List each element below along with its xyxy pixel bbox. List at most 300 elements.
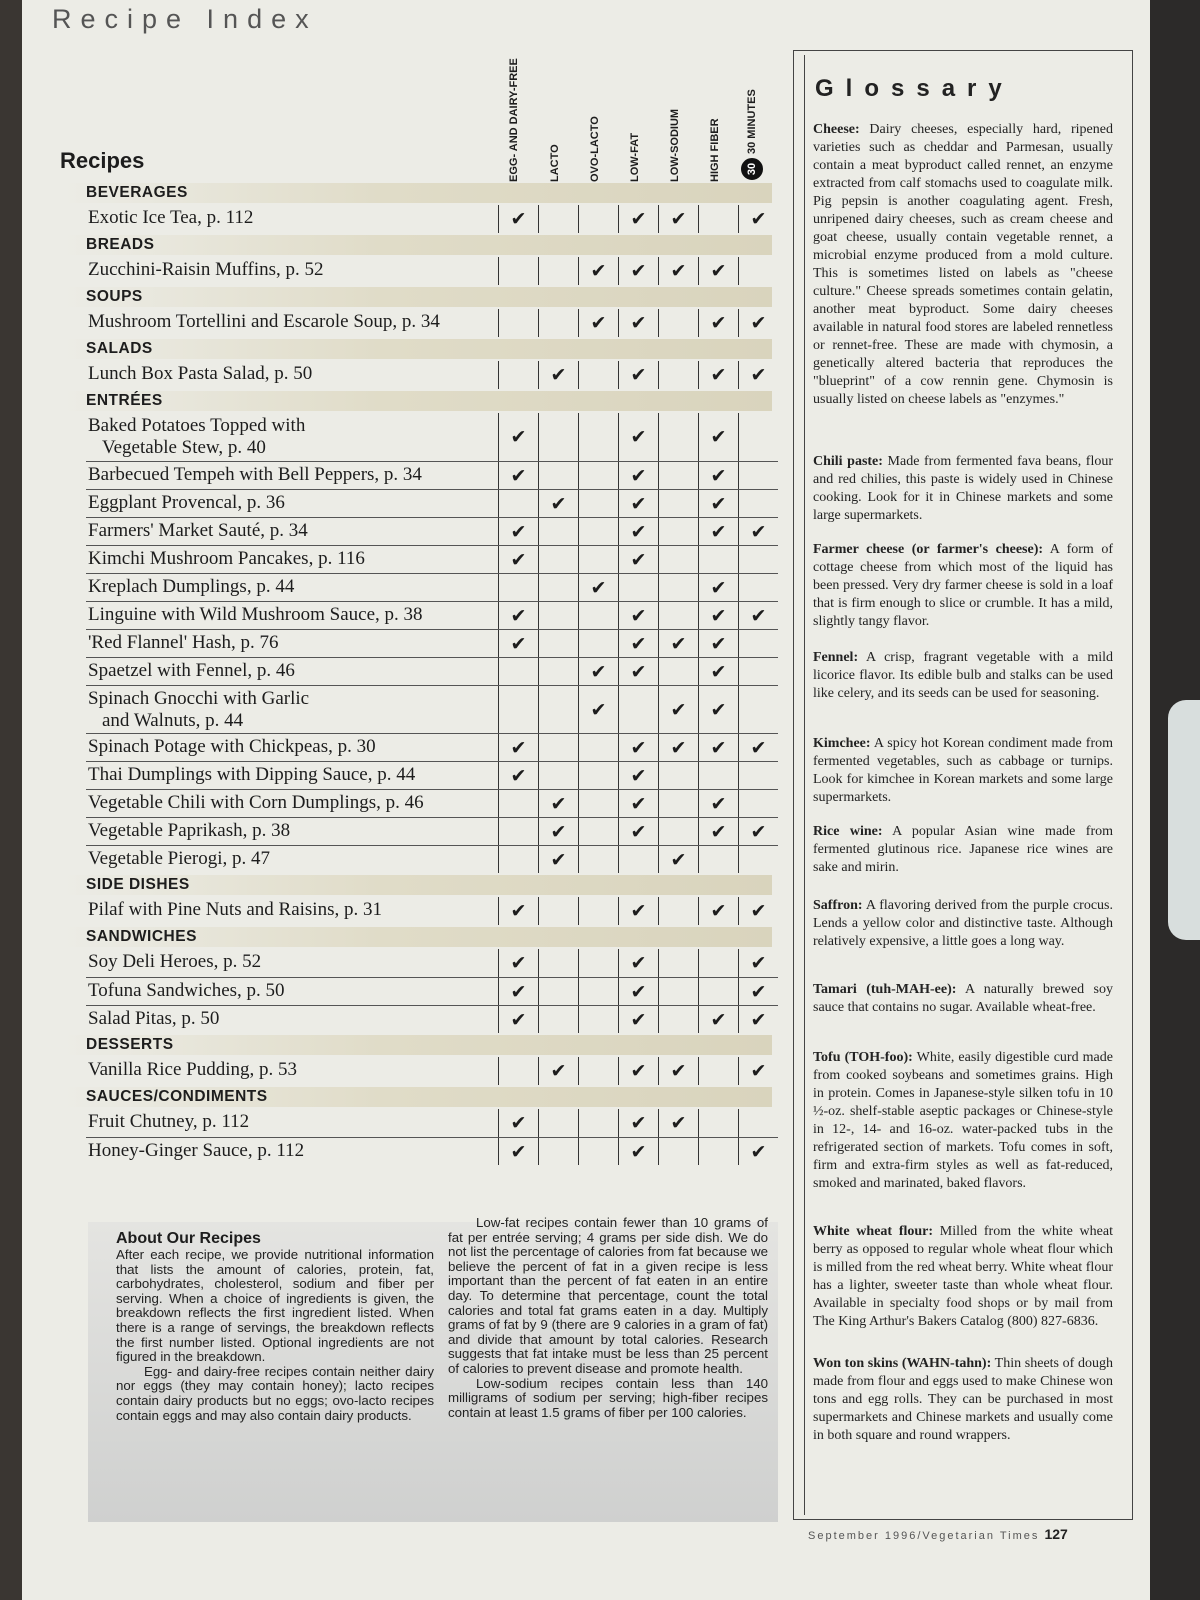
check-cell	[618, 309, 658, 337]
check-cell	[578, 846, 618, 873]
recipe-name	[88, 951, 261, 973]
check-icon: ✔	[710, 260, 727, 282]
glossary-entry	[813, 453, 1113, 525]
recipe-name-line: Thai Dumplings with Dipping Sauce, p. 44	[88, 764, 416, 785]
about-column-left	[116, 1248, 434, 1423]
category-header: SOUPS	[62, 287, 772, 307]
recipe-name-line: Barbecued Tempeh with Bell Peppers, p. 34	[88, 464, 422, 485]
check-cell	[618, 658, 658, 685]
check-cell	[538, 734, 578, 761]
check-cell	[498, 1138, 538, 1165]
check-cell	[498, 462, 538, 489]
check-cell	[498, 630, 538, 657]
category-header: SANDWICHES	[62, 927, 772, 947]
table-row	[86, 517, 778, 545]
check-cell	[618, 1006, 658, 1033]
check-icon: ✔	[630, 821, 647, 843]
glossary-entry	[813, 541, 1113, 631]
check-cell	[658, 897, 698, 925]
table-row	[86, 257, 778, 285]
check-cell	[698, 818, 738, 845]
glossary-definition: A flavoring derived from the purple crocus. Lends a yellow color and distinctive taste. Although relatively expensive, a little goes a long way.	[813, 898, 1113, 949]
check-cell	[738, 361, 778, 389]
check-cell	[658, 574, 698, 601]
column-header-ovo-lacto: OVO-LACTO	[589, 116, 601, 182]
check-cell	[698, 309, 738, 337]
check-cell	[738, 1057, 778, 1085]
glossary-inner-frame	[804, 55, 1122, 1515]
check-icon: ✔	[510, 633, 527, 655]
check-cell	[738, 978, 778, 1005]
check-cell	[578, 1057, 618, 1085]
check-cell	[658, 686, 698, 733]
check-cell	[538, 309, 578, 337]
check-cell	[578, 490, 618, 517]
check-cell	[578, 1138, 618, 1165]
check-icon: ✔	[510, 426, 527, 448]
check-cell	[498, 818, 538, 845]
check-cell	[538, 546, 578, 573]
check-icon: ✔	[670, 849, 687, 871]
check-icon: ✔	[750, 521, 767, 543]
table-row	[86, 629, 778, 657]
check-icon: ✔	[550, 821, 567, 843]
check-cell	[578, 630, 618, 657]
check-icon: ✔	[750, 900, 767, 922]
check-cell	[618, 1138, 658, 1165]
check-cell	[738, 949, 778, 977]
check-cell	[498, 790, 538, 817]
table-row	[86, 205, 778, 233]
check-icon: ✔	[630, 549, 647, 571]
table-row	[86, 489, 778, 517]
check-cell	[578, 602, 618, 629]
check-cell	[498, 1006, 538, 1033]
check-cell	[658, 413, 698, 461]
check-cell	[578, 686, 618, 733]
recipe-name-line: Vegetable Paprikash, p. 38	[88, 820, 291, 841]
check-cell	[658, 630, 698, 657]
check-cell	[578, 1109, 618, 1137]
check-cell	[538, 518, 578, 545]
check-cell	[538, 949, 578, 977]
check-cell	[578, 897, 618, 925]
check-cell	[698, 1057, 738, 1085]
check-cell	[698, 490, 738, 517]
check-icon: ✔	[510, 1009, 527, 1031]
recipe-name	[88, 764, 415, 786]
table-row	[86, 657, 778, 685]
check-cell	[498, 361, 538, 389]
glossary-definition: A popular Asian wine made from fermented glutinous rice. Japanese rice wines are sake and mirin.	[813, 824, 1113, 875]
check-cell	[618, 818, 658, 845]
check-cell	[538, 462, 578, 489]
check-cell	[538, 1057, 578, 1085]
check-cell	[618, 546, 658, 573]
check-cell	[498, 762, 538, 789]
glossary-definition: White, easily digestible curd made from cooked soybeans and sometimes grains. High in protein. Comes in Japanese-style silken tofu in 10 ½-oz. shelf-stable aseptic packages or Chinese-style in 12-, 14- and 16-oz. water-packed tubs in the refrigerated section of markets. Tofu comes in soft, firm and extra-firm styles as well as fat-reduced, smoked and marinated, baked flavors.	[813, 1050, 1113, 1191]
recipes-heading: Recipes	[60, 148, 145, 173]
glossary-definition: Milled from the white wheat berry as opposed to regular whole wheat flour which is milled from the red wheat berry. White wheat flour has a lighter, sweeter taste than whole wheat flour. Available in specialty food shops or by mail from The King Arthur's Bakers Catalog (800) 827-6836.	[813, 1224, 1113, 1329]
category-header: DESSERTS	[62, 1035, 772, 1055]
category-header: BEVERAGES	[62, 183, 772, 203]
check-cell	[738, 205, 778, 233]
check-icon: ✔	[590, 260, 607, 282]
glossary-term: Rice wine:	[813, 824, 883, 839]
check-icon: ✔	[710, 577, 727, 599]
check-icon: ✔	[710, 793, 727, 815]
recipe-name	[88, 311, 440, 333]
table-row	[86, 361, 778, 389]
check-cell	[658, 309, 698, 337]
table-row	[86, 761, 778, 789]
check-cell	[738, 686, 778, 733]
table-row	[86, 545, 778, 573]
check-cell	[538, 762, 578, 789]
glossary-entry	[813, 897, 1113, 951]
check-cell	[698, 897, 738, 925]
table-row	[86, 1137, 778, 1165]
check-cell	[738, 658, 778, 685]
glossary-term: Cheese:	[813, 122, 860, 137]
check-cell	[618, 846, 658, 873]
table-row	[86, 733, 778, 761]
check-icon: ✔	[670, 208, 687, 230]
recipe-name	[88, 820, 290, 842]
recipe-name-line: Tofuna Sandwiches, p. 50	[88, 980, 285, 1001]
recipe-name	[88, 492, 285, 514]
glossary-entry	[813, 981, 1113, 1017]
recipe-name-line: Vegetable Stew, p. 40	[102, 437, 266, 458]
check-cell	[658, 658, 698, 685]
check-cell	[658, 205, 698, 233]
check-cell	[738, 734, 778, 761]
check-cell	[578, 257, 618, 285]
glossary-term: Tofu (TOH-foo):	[813, 1050, 913, 1065]
recipe-name	[88, 548, 365, 570]
page-footer	[808, 1526, 1068, 1542]
check-icon: ✔	[630, 661, 647, 683]
recipe-name	[88, 1111, 249, 1133]
about-column-right	[448, 1216, 768, 1420]
check-cell	[658, 1109, 698, 1137]
check-cell	[618, 762, 658, 789]
check-cell	[578, 205, 618, 233]
glossary-entry	[813, 649, 1113, 703]
magazine-page	[22, 0, 1172, 1600]
check-cell	[658, 462, 698, 489]
check-cell	[658, 1138, 698, 1165]
glossary-term: Won ton skins (WAHN-tahn):	[813, 1356, 992, 1371]
check-cell	[698, 602, 738, 629]
check-cell	[498, 897, 538, 925]
about-our-recipes-box	[88, 1215, 778, 1522]
check-icon: ✔	[510, 952, 527, 974]
check-cell	[618, 630, 658, 657]
check-icon: ✔	[630, 900, 647, 922]
check-cell	[618, 1109, 658, 1137]
check-icon: ✔	[510, 765, 527, 787]
check-cell	[578, 978, 618, 1005]
check-cell	[578, 546, 618, 573]
column-header-low-fat: LOW-FAT	[629, 132, 641, 182]
check-cell	[658, 490, 698, 517]
check-cell	[658, 257, 698, 285]
check-cell	[658, 762, 698, 789]
check-cell	[578, 309, 618, 337]
check-cell	[538, 1006, 578, 1033]
recipe-name	[88, 848, 270, 870]
check-cell	[738, 602, 778, 629]
check-icon: ✔	[630, 312, 647, 334]
glossary-term: Saffron:	[813, 898, 863, 913]
about-paragraph-low-sodium: Low-sodium recipes contain less than 140 milligrams of sodium per serving; high-fiber recipes contain at least 1.5 grams of fiber per 100 calories.	[448, 1375, 768, 1420]
recipe-name	[88, 520, 308, 542]
recipe-name-line: Lunch Box Pasta Salad, p. 50	[88, 363, 313, 384]
check-icon: ✔	[510, 605, 527, 627]
table-row	[86, 1109, 778, 1137]
check-icon: ✔	[710, 465, 727, 487]
check-icon: ✔	[590, 661, 607, 683]
check-cell	[618, 518, 658, 545]
check-cell	[498, 546, 538, 573]
check-cell	[618, 897, 658, 925]
check-cell	[538, 1138, 578, 1165]
check-cell	[618, 257, 658, 285]
category-header: ENTRÉES	[62, 391, 772, 411]
table-row	[86, 1005, 778, 1033]
check-cell	[738, 462, 778, 489]
check-cell	[658, 978, 698, 1005]
column-header-30-minutes-label: 30 MINUTES	[746, 89, 758, 154]
recipe-name-line: Spaetzel with Fennel, p. 46	[88, 660, 295, 681]
check-cell	[538, 574, 578, 601]
check-icon: ✔	[550, 793, 567, 815]
check-icon: ✔	[630, 1112, 647, 1134]
glossary-box	[793, 50, 1133, 1520]
recipe-name-line: Spinach Gnocchi with Garlic	[88, 688, 310, 709]
recipe-name-line: Vegetable Chili with Corn Dumplings, p. 46	[88, 792, 424, 813]
check-cell	[658, 1057, 698, 1085]
check-cell	[618, 978, 658, 1005]
glossary-entry	[813, 1223, 1113, 1331]
check-cell	[538, 818, 578, 845]
page-title: Recipe Index	[52, 4, 318, 34]
check-icon: ✔	[670, 699, 687, 721]
check-cell	[698, 462, 738, 489]
check-cell	[618, 361, 658, 389]
check-icon: ✔	[710, 426, 727, 448]
check-icon: ✔	[510, 208, 527, 230]
check-cell	[698, 413, 738, 461]
footer-issue: September 1996/Vegetarian Times	[808, 1530, 1040, 1542]
check-icon: ✔	[550, 1060, 567, 1082]
table-row	[86, 977, 778, 1005]
check-icon: ✔	[670, 260, 687, 282]
check-cell	[738, 546, 778, 573]
recipe-name	[88, 660, 295, 682]
check-icon: ✔	[750, 312, 767, 334]
check-cell	[698, 257, 738, 285]
check-cell	[698, 790, 738, 817]
about-paragraph-low-fat: Low-fat recipes contain fewer than 10 grams of fat per entrée serving; 4 grams per side dish. We do not list the percentage of calories from fat because we believe the percent of fat in a given recipe is less important than the percent of fat eaten in an entire day. To determine that percentage, count the total calories and total fat grams eaten in a day. Multiply grams of fat by 9 (there are 9 calories in a gram of fat) and divide that amount by total calories. Research suggests that fat intake must be less than 25 percent of calories to prevent disease and promote health.	[448, 1215, 768, 1376]
table-row	[86, 461, 778, 489]
recipe-name	[88, 464, 422, 486]
glossary-term: Fennel:	[813, 650, 859, 665]
glossary-definition: A form of cottage cheese from which most of the liquid has been pressed. Very dry farmer cheese is sold in a loaf that is firm enough to slice or crumble. It has a mild, slightly tangy flavor.	[813, 542, 1113, 629]
check-icon: ✔	[710, 699, 727, 721]
check-cell	[738, 897, 778, 925]
check-icon: ✔	[750, 605, 767, 627]
check-icon: ✔	[630, 493, 647, 515]
check-cell	[738, 490, 778, 517]
recipe-name	[88, 632, 279, 654]
check-icon: ✔	[550, 364, 567, 386]
category-header: BREADS	[62, 235, 772, 255]
check-cell	[698, 546, 738, 573]
check-icon: ✔	[710, 1009, 727, 1031]
glossary-definition: A crisp, fragrant vegetable with a mild licorice flavor. Its edible bulb and stalks can be used like celery, and its seeds can be used for seasoning.	[813, 650, 1113, 701]
recipe-name	[88, 1059, 297, 1081]
check-cell	[578, 734, 618, 761]
check-icon: ✔	[710, 605, 727, 627]
check-icon: ✔	[510, 737, 527, 759]
check-cell	[538, 846, 578, 873]
check-cell	[498, 205, 538, 233]
recipe-name-line: Zucchini-Raisin Muffins, p. 52	[88, 259, 324, 280]
check-cell	[698, 734, 738, 761]
recipe-name-line: Eggplant Provencal, p. 36	[88, 492, 285, 513]
about-paragraph-nutrition: After each recipe, we provide nutritional information that lists the amount of calories, protein, fat, carbohydrates, cholesterol, sodium and fiber per serving. When a choice of ingredients is given, the breakdown reflects the first ingredient listed. When there is a range of servings, the breakdown reflects the first number listed. Optional ingredients are not figured in the breakdown.	[116, 1247, 434, 1365]
check-icon: ✔	[630, 1141, 647, 1163]
table-row	[86, 897, 778, 925]
check-cell	[618, 949, 658, 977]
table-row	[86, 845, 778, 873]
check-cell	[698, 762, 738, 789]
glossary-term: Chili paste:	[813, 454, 883, 469]
check-cell	[578, 818, 618, 845]
check-icon: ✔	[590, 577, 607, 599]
check-cell	[738, 1006, 778, 1033]
recipe-name-line: Kreplach Dumplings, p. 44	[88, 576, 295, 597]
check-cell	[698, 205, 738, 233]
check-cell	[698, 574, 738, 601]
check-icon: ✔	[630, 952, 647, 974]
check-cell	[498, 949, 538, 977]
check-cell	[738, 1109, 778, 1137]
recipe-name	[88, 792, 424, 814]
recipe-name	[88, 363, 312, 385]
check-cell	[618, 1057, 658, 1085]
check-cell	[698, 361, 738, 389]
check-cell	[618, 790, 658, 817]
column-header-high-fiber: HIGH FIBER	[709, 118, 721, 182]
recipe-name-line: Honey-Ginger Sauce, p. 112	[88, 1140, 305, 1161]
check-icon: ✔	[710, 364, 727, 386]
check-icon: ✔	[710, 493, 727, 515]
check-cell	[498, 686, 538, 733]
recipe-name-line: Mushroom Tortellini and Escarole Soup, p. 34	[88, 311, 440, 332]
check-icon: ✔	[750, 208, 767, 230]
check-icon: ✔	[710, 661, 727, 683]
check-icon: ✔	[630, 1060, 647, 1082]
check-cell	[578, 658, 618, 685]
check-cell	[658, 546, 698, 573]
recipe-name	[88, 604, 423, 626]
check-cell	[578, 790, 618, 817]
check-icon: ✔	[550, 849, 567, 871]
check-icon: ✔	[710, 521, 727, 543]
check-cell	[498, 413, 538, 461]
check-cell	[538, 602, 578, 629]
check-cell	[738, 1138, 778, 1165]
table-row	[86, 949, 778, 977]
check-icon: ✔	[750, 821, 767, 843]
check-cell	[698, 1006, 738, 1033]
check-cell	[498, 490, 538, 517]
check-icon: ✔	[630, 465, 647, 487]
check-icon: ✔	[750, 1009, 767, 1031]
glossary-definition: A naturally brewed soy sauce that contains no sugar. Available wheat-free.	[813, 982, 1113, 1015]
category-header: SAUCES/CONDIMENTS	[62, 1087, 772, 1107]
check-cell	[578, 518, 618, 545]
check-cell	[538, 790, 578, 817]
check-cell	[618, 734, 658, 761]
recipe-name	[88, 415, 305, 459]
recipe-name-line: Vegetable Pierogi, p. 47	[88, 848, 271, 869]
recipe-name-line: Farmers' Market Sauté, p. 34	[88, 520, 308, 541]
check-cell	[538, 630, 578, 657]
check-cell	[498, 574, 538, 601]
table-row	[86, 685, 778, 733]
table-row	[86, 309, 778, 337]
recipe-name	[88, 576, 294, 598]
check-cell	[538, 978, 578, 1005]
recipe-name-line: Salad Pitas, p. 50	[88, 1008, 220, 1029]
check-icon: ✔	[750, 737, 767, 759]
recipe-name-line: and Walnuts, p. 44	[102, 710, 244, 731]
recipe-name	[88, 736, 376, 758]
check-icon: ✔	[670, 633, 687, 655]
glossary-term: Tamari (tuh-MAH-ee):	[813, 982, 957, 997]
glossary-term: Farmer cheese (or farmer's cheese):	[813, 542, 1044, 557]
check-cell	[698, 1138, 738, 1165]
about-paragraph-egg-dairy: Egg- and dairy-free recipes contain neither dairy nor eggs (they may contain honey); lacto recipes contain dairy products but no eggs; ovo-lacto recipes contain eggs and may also contain dairy products.	[116, 1363, 434, 1423]
check-icon: ✔	[630, 426, 647, 448]
check-cell	[498, 518, 538, 545]
recipe-name-line: Exotic Ice Tea, p. 112	[88, 207, 254, 228]
check-icon: ✔	[550, 493, 567, 515]
check-cell	[618, 602, 658, 629]
check-cell	[698, 1109, 738, 1137]
check-cell	[658, 1006, 698, 1033]
check-icon: ✔	[670, 1112, 687, 1134]
check-icon: ✔	[630, 364, 647, 386]
check-cell	[538, 361, 578, 389]
recipe-name-line: 'Red Flannel' Hash, p. 76	[88, 632, 279, 653]
check-cell	[698, 686, 738, 733]
about-title: About Our Recipes	[116, 1230, 261, 1247]
category-header: SIDE DISHES	[62, 875, 772, 895]
glossary-entry	[813, 823, 1113, 877]
check-icon: ✔	[710, 821, 727, 843]
check-icon: ✔	[510, 1112, 527, 1134]
check-cell	[658, 602, 698, 629]
check-cell	[578, 462, 618, 489]
check-cell	[658, 734, 698, 761]
recipe-name-line: Soy Deli Heroes, p. 52	[88, 951, 262, 972]
check-cell	[738, 846, 778, 873]
